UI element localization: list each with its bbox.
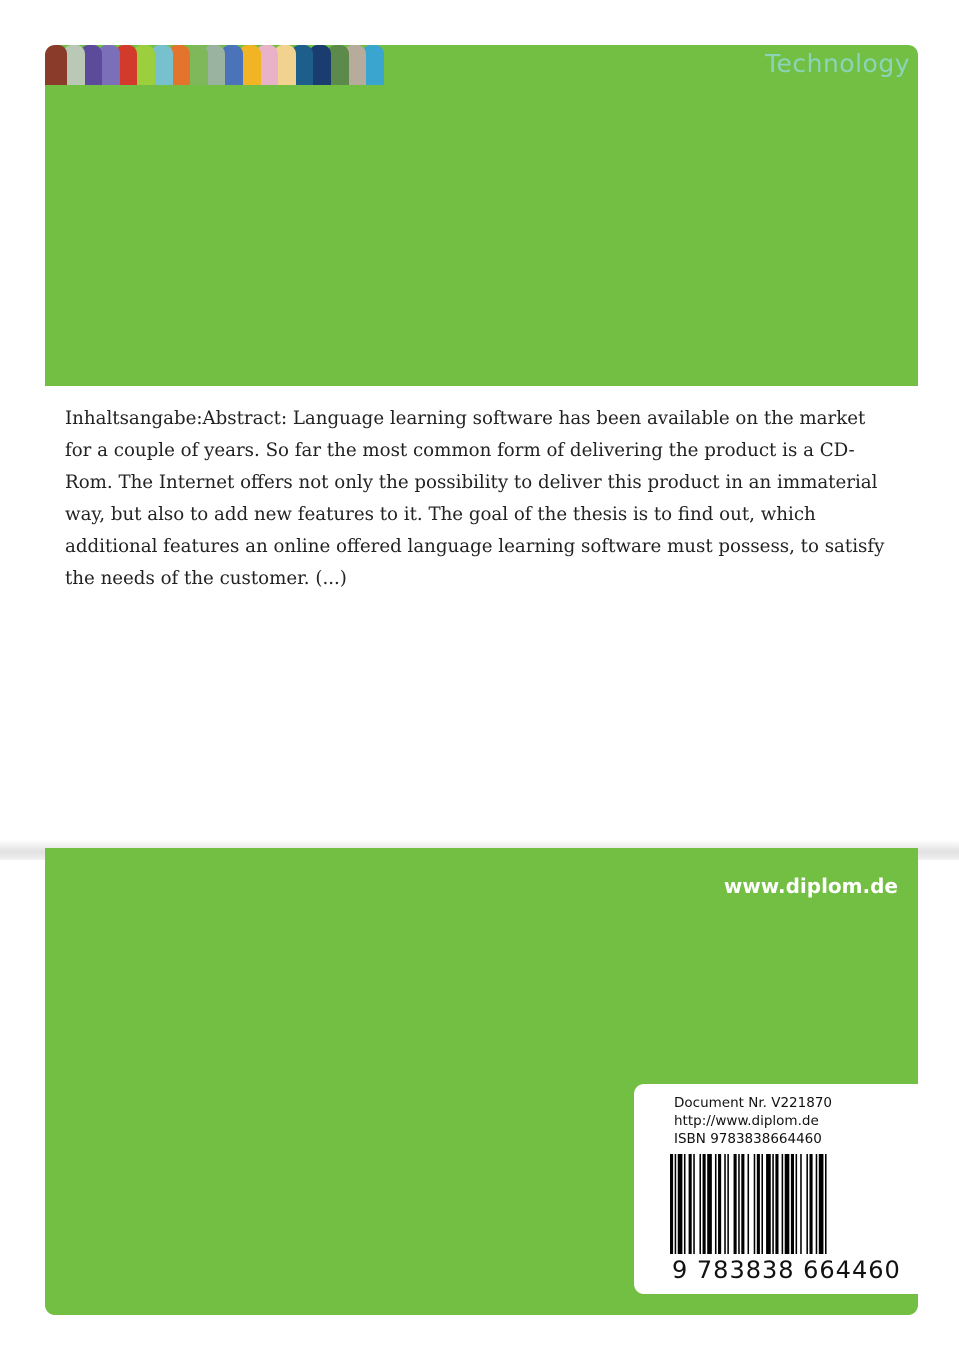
barcode-bar <box>678 1154 683 1254</box>
barcode-bar <box>748 1154 750 1254</box>
barcode-bar <box>715 1154 717 1254</box>
barcode-bar <box>775 1154 778 1254</box>
barcode-bar <box>810 1154 813 1254</box>
website-link[interactable]: www.diplom.de <box>723 874 898 898</box>
barcode-bar <box>684 1154 686 1254</box>
barcode-bar <box>806 1154 808 1254</box>
barcode-bar <box>800 1154 802 1254</box>
top-green-panel <box>45 45 918 386</box>
barcode-image <box>670 1154 895 1254</box>
barcode-bar <box>782 1154 784 1254</box>
barcode-bar <box>724 1154 726 1254</box>
document-number: Document Nr. V221870 <box>674 1095 832 1111</box>
barcode-bar <box>816 1154 818 1254</box>
abstract-text: Inhaltsangabe:Abstract: Language learning software has been available on the market for a couple of years. So far the most common form of delivering the product is a CD-Rom. The Internet offers not only the possibility to deliver this product in an immaterial way, but also to add new features to it. The goal of the thesis is to find out, which additional features an online offered language learning software must possess, to satisfy the needs of the customer. (...) <box>65 408 885 589</box>
barcode-bar <box>757 1154 760 1254</box>
barcode-bar <box>734 1154 737 1254</box>
barcode-bar <box>718 1154 721 1254</box>
barcode-digits: 9 783838 664460 <box>672 1256 901 1284</box>
barcode-bar <box>741 1154 744 1254</box>
barcode-bar <box>707 1154 712 1254</box>
barcode-bar <box>791 1154 794 1254</box>
barcode-bar <box>754 1154 756 1254</box>
barcode-bar <box>693 1154 695 1254</box>
document-url[interactable]: http://www.diplom.de <box>674 1113 819 1129</box>
barcode-bar <box>670 1154 673 1254</box>
barcode-bar <box>766 1154 771 1254</box>
category-label: Technology <box>764 49 910 78</box>
barcode-bar <box>689 1154 692 1254</box>
barcode-bar <box>785 1154 790 1254</box>
barcode-bar <box>675 1154 677 1254</box>
barcode-bar <box>703 1154 706 1254</box>
document-info <box>674 1094 832 1148</box>
color-tab <box>45 45 67 85</box>
bottom-green-panel <box>45 848 918 1315</box>
barcode-bar <box>727 1154 729 1254</box>
isbn: ISBN 9783838664460 <box>674 1131 822 1147</box>
barcode-bar <box>772 1154 774 1254</box>
barcode-bar <box>796 1154 798 1254</box>
barcode-bar <box>761 1154 763 1254</box>
barcode-box <box>634 1084 918 1294</box>
barcode-bar <box>819 1154 824 1254</box>
barcode-bar <box>699 1154 701 1254</box>
barcode-bar <box>825 1154 827 1254</box>
barcode-bar <box>738 1154 740 1254</box>
color-tab-strip <box>45 45 385 85</box>
